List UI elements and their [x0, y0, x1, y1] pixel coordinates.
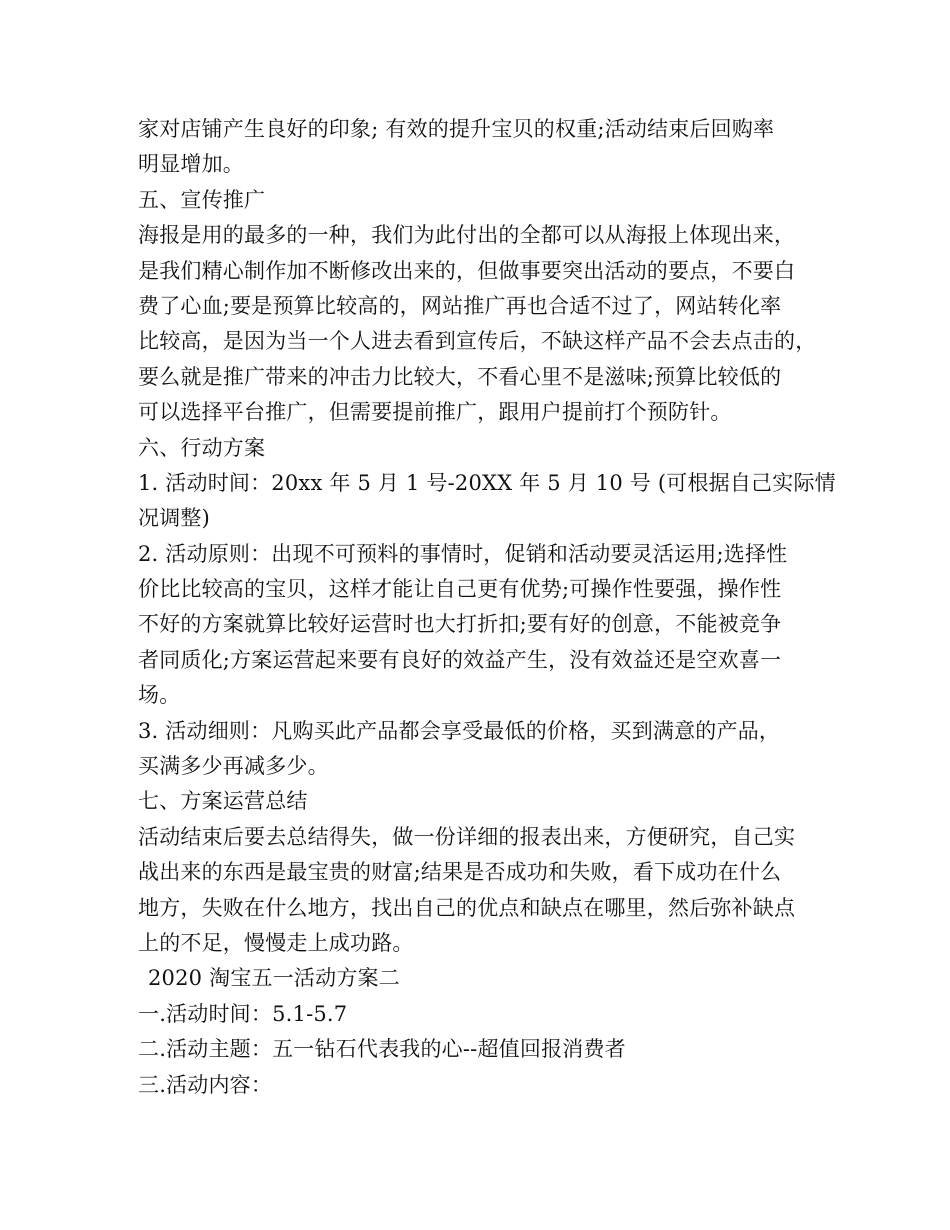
body-text-line: 是我们精心制作加不断修改出来的，但做事要突出活动的要点，不要白	[138, 258, 796, 283]
section-heading: 七、方案运营总结	[138, 789, 308, 814]
document-body	[138, 112, 836, 1103]
section-heading: 六、行动方案	[138, 435, 266, 460]
body-text-line: 要么就是推广带来的冲击力比较大，不看心里不是滋味;预算比较低的	[138, 364, 782, 389]
body-text-line: 费了心血;要是预算比较高的，网站推广再也合适不过了，网站转化率	[138, 293, 782, 318]
body-text-line: 上的不足，慢慢走上成功路。	[138, 930, 414, 955]
list-item-text: 者同质化;方案运营起来要有良好的效益产生，没有效益还是空欢喜一	[138, 647, 782, 672]
body-text-line: 战出来的东西是最宝贵的财富;结果是否成功和失败，看下成功在什么	[138, 860, 782, 885]
list-item-text: 二.活动主题：五一钻石代表我的心--超值回报消费者	[138, 1037, 626, 1062]
list-item-text: 不好的方案就算比较好运营时也大打折扣;要有好的创意，不能被竞争	[138, 612, 782, 637]
body-text-line: 海报是用的最多的一种，我们为此付出的全都可以从海报上体现出来，	[138, 223, 796, 248]
list-item-text: 3. 活动细则：凡购买此产品都会享受最低的价格，买到满意的产品，	[138, 718, 781, 743]
list-item-text: 买满多少再减多少。	[138, 754, 329, 779]
list-item-text: 况调整)	[138, 506, 210, 531]
section-heading: 五、宣传推广	[138, 187, 266, 212]
list-item-text: 场。	[138, 683, 181, 708]
list-item-text: 价比比较高的宝贝，这样才能让自己更有优势;可操作性要强，操作性	[138, 577, 782, 602]
body-text-line: 比较高，是因为当一个人进去看到宣传后，不缺这样产品不会去点击的，	[138, 329, 817, 354]
list-item-text: 三.活动内容：	[138, 1072, 273, 1097]
body-text-line: 可以选择平台推广，但需要提前推广，跟用户提前打个预防针。	[138, 400, 732, 425]
body-text-line: 地方，失败在什么地方，找出自己的优点和缺点在哪里，然后弥补缺点	[138, 895, 796, 920]
list-item-text: 一.活动时间：5.1-5.7	[138, 1001, 348, 1026]
list-item-text: 1. 活动时间：20xx 年 5 月 1 号-20XX 年 5 月 10 号 (可根据自己实际情	[138, 470, 836, 495]
body-text-line: 家对店铺产生良好的印象; 有效的提升宝贝的权重;活动结束后回购率	[138, 117, 775, 141]
list-item-text: 2. 活动原则：出现不可预料的事情时，促销和活动要灵活运用;选择性	[138, 541, 788, 566]
body-text-line: 活动结束后要去总结得失，做一份详细的报表出来，方便研究，自己实	[138, 824, 796, 849]
body-text-line: 明显增加。	[138, 152, 244, 177]
document-subtitle: 2020 淘宝五一活动方案二	[148, 966, 400, 991]
